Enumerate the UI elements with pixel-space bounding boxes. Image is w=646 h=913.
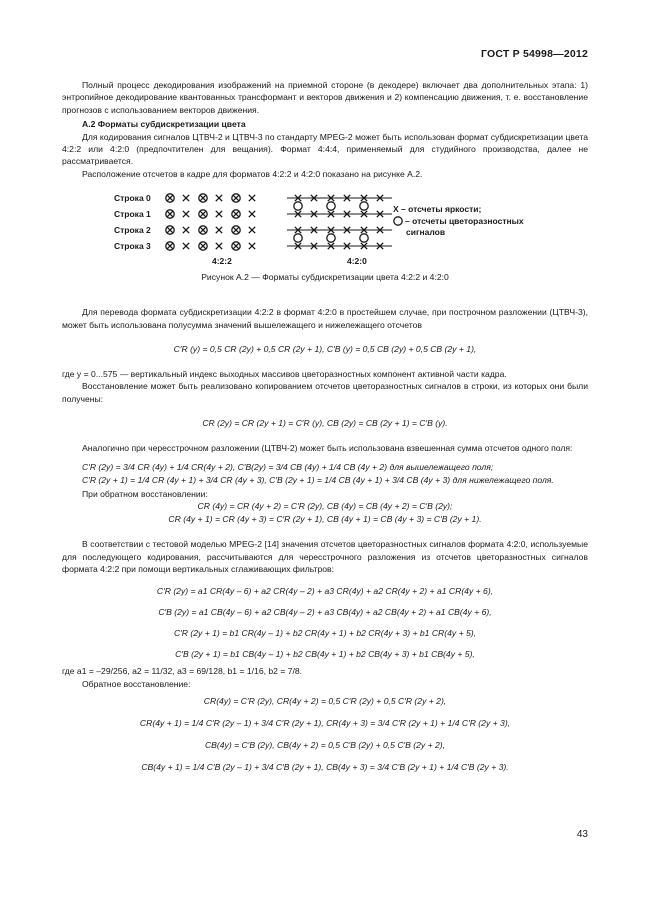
paragraph-formats: Для кодирования сигналов ЦТВЧ-2 и ЦТВЧ-3 по стандарту MPEG-2 может быть использован формат субдискретизации цвета 4:2:2 или 4:2:0 (предпочтителен для вещания). Формат 4:4:4, применяемый для студийного производства, далее не рассматривается. (62, 131, 588, 167)
equation-reverse-1: CR(4y) = C′R (2y), CR(4y + 2) = 0,5 C′R (2y) + 0,5 C′R (2y + 2), (203, 696, 447, 707)
legend-chroma-circle-icon (394, 217, 402, 225)
equation-upper-field: C′R (2y) = 3/4 CR (4y) + 1/4 CR(4y + 2), C′B(2y) = 3/4 CB (4y) + 1/4 CB (4y + 2) для вышележащего поля; (82, 461, 494, 472)
paragraph-conversion: Для перевода формата субдискретизации 4:2:2 в формат 4:2:0 в простейшем случае, при построчном разложении (ЦТВЧ-3), может быть использована полусумма значений вышележащего и нижележащего отсчетов (62, 307, 588, 330)
luma-sample-mark (167, 243, 173, 249)
paragraph-interlaced: Аналогично при чересстрочном разложении (ЦТВЧ-2) может быть использована взвешенная сумма отсчетов одного поля: (82, 443, 573, 454)
paragraph-restore: Восстановление может быть реализовано копированием отсчетов цветоразностных сигналов в строки, из которых они были получены: (62, 381, 588, 404)
luma-sample-mark (183, 195, 189, 201)
figure-a2 (62, 184, 588, 283)
luma-sample-mark (183, 227, 189, 233)
chroma-sample-mark (327, 202, 335, 210)
chroma-sample-mark (360, 202, 368, 210)
equation-reverse-4: CB(4y + 1) = 1/4 C′B (2y – 1) + 3/4 C′B (2y + 1), CB(4y + 3) = 3/4 C′B (2y + 1) + 1/4 C′B (2y + 3). (141, 762, 509, 773)
equation-filter-r-odd: C′R (2y + 1) = b1 CR(4y – 1) + b2 CR(4y + 1) + b2 CR(4y + 3) + b1 CR(4y + 5), (173, 628, 477, 639)
row-label-3: Строка 3 (114, 241, 151, 252)
luma-sample-mark (233, 211, 239, 217)
paragraph-inverse: При обратном восстановлении: (82, 488, 208, 499)
luma-sample-mark (249, 227, 255, 233)
grid-422 (166, 194, 255, 250)
luma-sample-mark (216, 227, 222, 233)
luma-sample-mark (233, 195, 239, 201)
equation-filter-b-odd: C′B (2y + 1) = b1 CB(4y – 1) + b2 CB(4y + 1) + b2 CB(4y + 3) + b1 CB(4y + 5), (175, 649, 475, 660)
luma-sample-mark (216, 211, 222, 217)
grid-420 (287, 195, 392, 249)
label-422: 4:2:2 (212, 256, 232, 267)
equation-copy: CR (2y) = CR (2y + 1) = C′R (y), CB (2y) = CB (2y + 1) = C′B (y). (202, 418, 448, 429)
equation-lower-field: C′R (2y + 1) = 1/4 CR (4y + 1) + 3/4 CR (4y + 3), C′B (2y + 1) = 1/4 CB (4y + 1) + 3/4 CB (4y + 3) для нижележащего поля. (82, 475, 554, 486)
equation-inverse-1: CR (4y) = CR (4y + 2) = C′R (2y), CB (4y) = CB (4y + 2) = C′B (2y); (197, 501, 453, 512)
luma-sample-mark (216, 243, 222, 249)
label-420: 4:2:0 (347, 256, 367, 267)
luma-sample-mark (200, 211, 206, 217)
paragraph-decoding: Полный процесс декодирования изображений на приемной стороне (в декодере) включает два дополнительных этапа: 1) энтропийное декодирование квантованных трансформант и векторов движения и 2) компенсацию движения, т. е. восстановление прогнозов с использованием векторов движения. (62, 80, 588, 115)
luma-sample-mark (167, 227, 173, 233)
paragraph-figure-ref: Расположение отсчетов в кадре для форматов 4:2:2 и 4:2:0 показано на рисунке А.2. (82, 168, 423, 179)
sampling-diagram (62, 184, 588, 266)
luma-sample-mark (249, 211, 255, 217)
equation-filter-r-even: C′R (2y) = a1 CR(4y – 6) + a2 CR(4y – 2) + a3 CR(4y) + a2 CR(4y + 2) + a1 CR(4y + 6), (156, 586, 494, 597)
luma-sample-mark (233, 243, 239, 249)
luma-sample-mark (200, 227, 206, 233)
luma-sample-mark (249, 195, 255, 201)
luma-sample-mark (200, 243, 206, 249)
legend-chroma-line1: – отсчеты цветоразностных (405, 216, 524, 227)
page-content (62, 79, 588, 778)
chroma-sample-mark (294, 234, 302, 242)
paragraph-coefficients: где a1 = –29/256, a2 = 11/32, a3 = 69/128, b1 = 1/16, b2 = 7/8. (62, 666, 303, 677)
equation-reverse-3: CB(4y) = C′B (2y), CB(4y + 2) = 0,5 C′B (2y) + 0,5 C′B (2y + 2), (204, 740, 446, 751)
chroma-sample-mark (294, 202, 302, 210)
luma-sample-mark (233, 227, 239, 233)
section-heading-a2: А.2 Форматы субдискретизации цвета (82, 119, 246, 130)
row-label-1: Строка 1 (114, 209, 151, 220)
equation-reverse-2: CR(4y + 1) = 1/4 C′R (2y – 1) + 3/4 C′R (2y + 1), CR(4y + 3) = 3/4 C′R (2y + 1) + 1/4 C′R (2y + 3), (139, 718, 511, 729)
page-number: 43 (576, 829, 588, 840)
standard-number-header: ГОСТ Р 54998—2012 (480, 48, 588, 60)
legend-chroma-line2: сигналов (406, 227, 446, 238)
equation-inverse-2: CR (4y + 1) = CR (4y + 3) = C′R (2y + 1), CB (4y + 1) = CB (4y + 3) = C′B (2y + 1). (168, 514, 482, 525)
figure-caption: Рисунок А.2 — Форматы субдискретизации цвета 4:2:2 и 4:2:0 (201, 272, 449, 283)
row-label-0: Строка 0 (114, 193, 151, 204)
luma-sample-mark (183, 243, 189, 249)
chroma-sample-mark (327, 234, 335, 242)
luma-sample-mark (216, 195, 222, 201)
equation-filter-b-even: C′B (2y) = a1 CB(4y – 6) + a2 CB(4y – 2) + a3 CB(4y) + a2 CB(4y + 2) + a1 CB(4y + 6), (158, 607, 492, 618)
equation-halfsum: C′R (y) = 0,5 CR (2y) + 0,5 CR (2y + 1), C′B (y) = 0,5 CB (2y) + 0,5 CB (2y + 1), (173, 344, 477, 355)
row-label-2: Строка 2 (114, 225, 151, 236)
paragraph-index: где y = 0...575 — вертикальный индекс выходных массивов цветоразностных компонент активной части кадра. (62, 369, 507, 380)
luma-sample-mark (200, 195, 206, 201)
paragraph-test-model: В соответствии с тестовой моделью MPEG-2 [14] значения отсчетов цветоразностных сигналов формата 4:2:0, используемые для последующего кодирования, рассчитываются для чересстрочного разложения из отсчетов цветоразностных сигналов формата 4:2:2 при помощи вертикальных сглаживающих фильтров: (62, 539, 588, 574)
luma-sample-mark (167, 211, 173, 217)
chroma-sample-mark (360, 234, 368, 242)
paragraph-reverse: Обратное восстановление: (82, 678, 191, 689)
luma-sample-mark (183, 211, 189, 217)
luma-sample-mark (249, 243, 255, 249)
luma-sample-mark (167, 195, 173, 201)
legend-luma: X – отсчеты яркости; (393, 204, 482, 215)
